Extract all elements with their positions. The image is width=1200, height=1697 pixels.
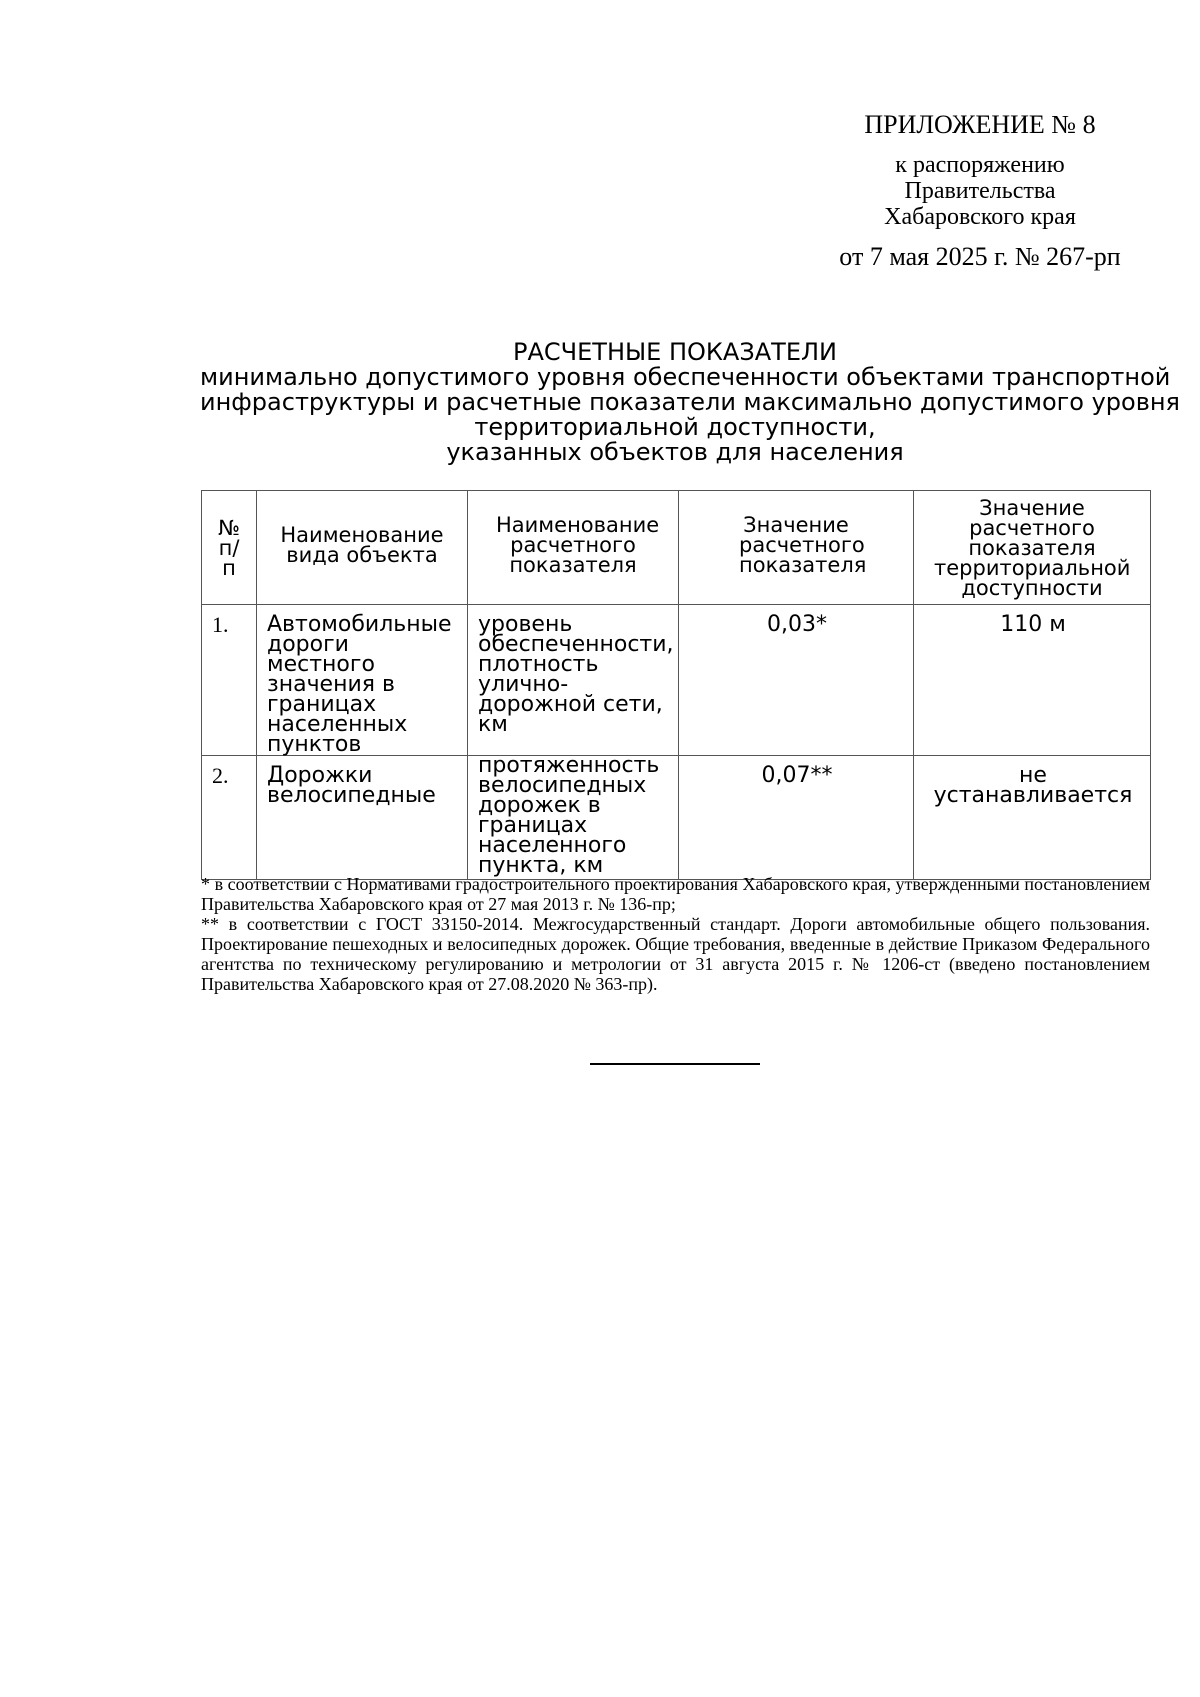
heading-line-3: инфраструктуры и расчетные показатели максимально допустимого уровня bbox=[200, 388, 1180, 416]
table-row bbox=[202, 756, 1151, 880]
row-2-object: Дорожки велосипедные bbox=[257, 756, 468, 880]
row-1-indicator: уровень обеспеченности, плотность улично-дорожной сети, км bbox=[468, 605, 679, 756]
row-2-indicator: протяженность велосипедных дорожек в границах населенного пункта, км bbox=[468, 756, 679, 880]
heading-line-2: минимально допустимого уровня обеспеченности объектами транспортной bbox=[200, 363, 1171, 391]
row-2-num: 2. bbox=[202, 756, 257, 880]
row-1-value: 0,03* bbox=[679, 605, 914, 756]
footnote-2: ** в соответствии с ГОСТ 33150-2014. Межгосударственный стандарт. Дороги автомобильные общего пользования. Проектирование пешеходных и велосипедных дорожек. Общие требования, введенные в действие Приказом Федерального агентства по техническому регулированию и метрологии от 31 августа 2015 г. № 1206-ст (введено постановлением Правительства Хабаровского края от 27.08.2020 № 363-пр). bbox=[201, 914, 1150, 994]
row-2-access: не устанавливается bbox=[914, 756, 1151, 880]
row-2-value: 0,07** bbox=[679, 756, 914, 880]
document-heading bbox=[200, 338, 1180, 466]
heading-line-4: территориальной доступности, bbox=[474, 413, 876, 441]
indicators-table bbox=[201, 490, 1151, 880]
header-indicator: Наименование расчетного показателя bbox=[468, 491, 679, 605]
header-object: Наименование вида объекта bbox=[257, 491, 468, 605]
header-num: № п/п bbox=[202, 491, 257, 605]
header-value: Значение расчетного показателя bbox=[679, 491, 914, 605]
heading-title: РАСЧЕТНЫЕ ПОКАЗАТЕЛИ bbox=[513, 338, 837, 366]
table-row bbox=[202, 605, 1151, 756]
table-header-row bbox=[202, 491, 1151, 605]
appendix-block bbox=[820, 110, 1140, 272]
appendix-date-line: от 7 мая 2025 г. № 267-рп bbox=[839, 242, 1121, 271]
appendix-region-line: Хабаровского края bbox=[884, 204, 1076, 230]
appendix-to-line: к распоряжению bbox=[895, 152, 1065, 178]
header-access: Значение расчетного показателя территориальной доступности bbox=[914, 491, 1151, 605]
row-1-num: 1. bbox=[202, 605, 257, 756]
row-1-object: Автомобильные дороги местного значения в границах населенных пунктов bbox=[257, 605, 468, 756]
appendix-government-line: Правительства bbox=[904, 178, 1056, 204]
footnotes bbox=[201, 874, 1150, 994]
appendix-title: ПРИЛОЖЕНИЕ № 8 bbox=[864, 110, 1096, 139]
row-1-access: 110 м bbox=[914, 605, 1151, 756]
end-of-document-line bbox=[590, 1063, 760, 1065]
footnote-1: * в соответствии с Нормативами градостроительного проектирования Хабаровского края, утвержденными постановлением Правительства Хабаровского края от 27 мая 2013 г. № 136-пр; bbox=[201, 874, 1150, 914]
heading-line-5: указанных объектов для населения bbox=[446, 438, 904, 466]
